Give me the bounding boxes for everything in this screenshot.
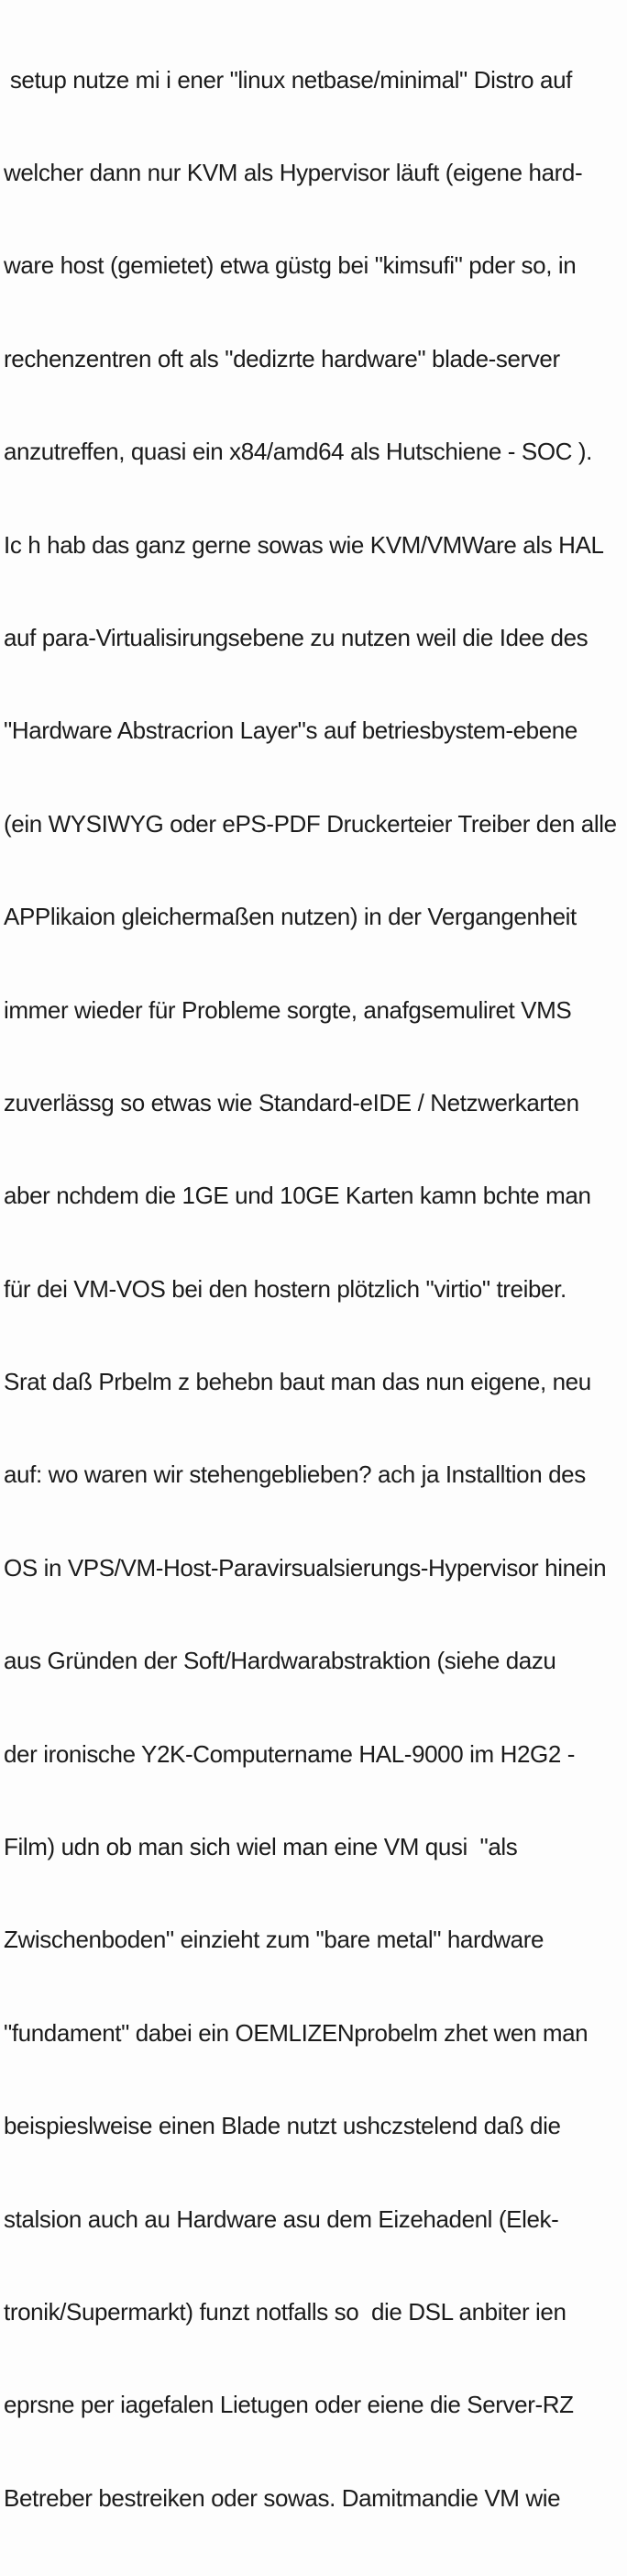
text-line: Ic h hab das ganz gerne sowas wie KVM/VMWare als HAL — [4, 530, 604, 559]
text-line: auf para-Virtualisirungsebene zu nutzen weil die Idee des — [4, 623, 588, 651]
text-line: Betreber bestreiken oder sowas. Damitmandie VM wie — [4, 2483, 561, 2512]
text-line: Zwischenboden" einzieht zum "bare metal" hardware — [4, 1926, 544, 1954]
text-line: auf: wo waren wir stehengeblieben? ach ja Installtion des — [4, 1460, 586, 1489]
text-line: OS in VPS/VM-Host-Paravirsualsierungs-Hypervisor hinein — [4, 1553, 607, 1582]
text-line: aus Gründen der Soft/Hardwarabstraktion (siehe dazu — [4, 1647, 556, 1675]
text-line: immer wieder für Probleme sorgte, anafgsemuliret VMS — [4, 995, 572, 1024]
text-line: Film) udn ob man sich wiel man eine VM qusi "als — [4, 1833, 518, 1861]
text-line: der ironische Y2K-Computername HAL-9000 im H2G2 - — [4, 1739, 575, 1768]
text-line: aber nchdem die 1GE und 10GE Karten kamn bchte man — [4, 1182, 591, 1210]
text-line: beispieslweise einen Blade nutzt ushczstelend daß die — [4, 2112, 561, 2140]
text-line: Srat daß Prbelm z behebn baut man das nun eigene, neu — [4, 1368, 591, 1396]
text-line: APPlikaion gleichermaßen nutzen) in der Vergangenheit — [4, 903, 577, 931]
text-line: (ein WYSIWYG oder ePS-PDF Druckerteier Treiber den alle — [4, 809, 617, 838]
text-line: rechenzentren oft als "dedizrte hardware" blade-server — [4, 344, 560, 372]
text-line: für dei VM-VOS bei den hostern plötzlich "virtio" treiber. — [4, 1274, 566, 1303]
text-line: stalsion auch au Hardware asu dem Eizehadenl (Elek- — [4, 2204, 559, 2233]
text-line: ware host (gemietet) etwa güstg bei "kimsufi" pder so, in — [4, 251, 577, 280]
text-line: setup nutze mi i ener "linux netbase/minimal" Distro auf — [4, 65, 572, 94]
text-line: zuverlässg so etwas wie Standard-eIDE / Netzwerkarten — [4, 1088, 579, 1116]
text-line: "Hardware Abstracrion Layer"s auf betriesbystem-ebene — [4, 716, 578, 745]
text-line: "fundament" dabei ein OEMLIZENprobelm zhet wen man — [4, 2018, 588, 2047]
text-line: anzutreffen, quasi ein x84/amd64 als Hutschiene - SOC ). — [4, 438, 592, 466]
text-line: eprsne per iagefalen Lietugen oder eiene die Server-RZ — [4, 2391, 574, 2419]
text-line: welcher dann nur KVM als Hypervisor läuft (eigene hard- — [4, 158, 583, 186]
paragraph-text — [4, 3, 627, 2576]
text-line: tronik/Supermarkt) funzt notfalls so die DSL anbiter ien — [4, 2297, 566, 2326]
